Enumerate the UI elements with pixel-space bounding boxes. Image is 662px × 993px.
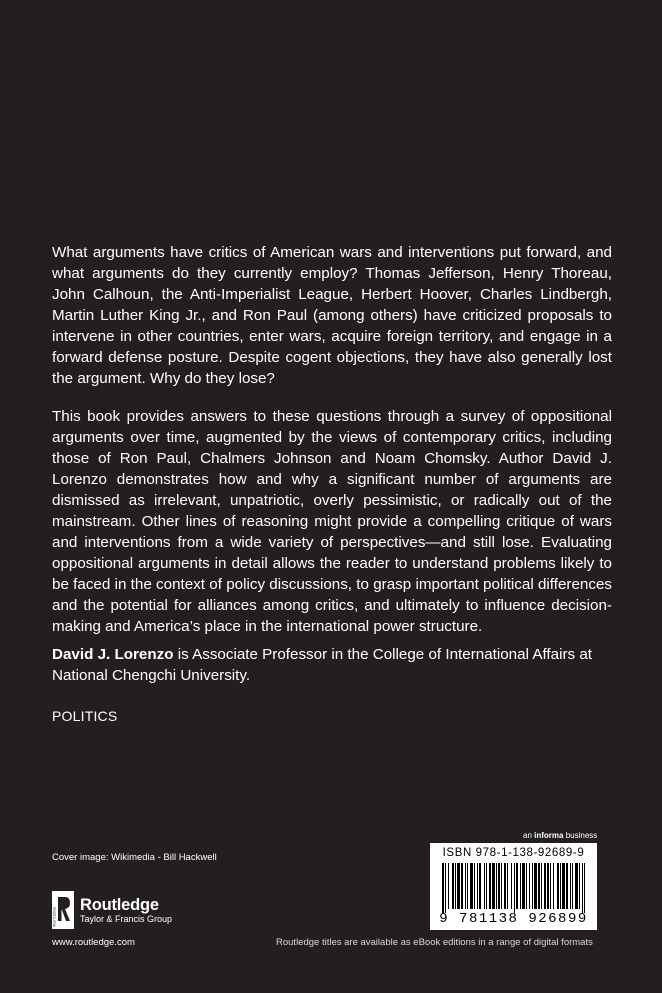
barcode-bar: [492, 863, 495, 909]
barcode-bar: [486, 863, 487, 909]
barcode-bar: [575, 863, 578, 909]
barcode-bar: [547, 863, 549, 909]
barcode-bar: [538, 863, 540, 909]
barcode-bars: [442, 863, 585, 913]
barcode-bar: [455, 863, 456, 909]
barcode-bar: [550, 863, 551, 909]
barcode-bar: [474, 863, 475, 909]
barcode-bar: [582, 863, 583, 913]
publisher-logo: [52, 889, 172, 931]
barcode-bar: [501, 863, 502, 909]
barcode-bar: [465, 863, 466, 909]
barcode-bar: [477, 863, 478, 909]
barcode-bar: [584, 863, 585, 913]
book-description: [52, 242, 612, 654]
barcode-bar: [566, 863, 568, 909]
barcode-bar: [526, 863, 527, 909]
barcode-bar: [516, 863, 518, 909]
barcode-bar: [511, 863, 512, 909]
barcode-bar: [532, 863, 533, 909]
barcode-bar: [445, 863, 446, 913]
isbn-digits: 9 781138 926899: [439, 911, 588, 927]
barcode-bar: [479, 863, 481, 909]
barcode-bar: [534, 863, 537, 909]
barcode-bar: [553, 863, 554, 909]
barcode-bar: [504, 863, 506, 909]
description-paragraph-1: What arguments have critics of American wars and interventions put forward, and what arguments do they currently employ? Thomas Jefferson, Henry Thoreau, John Calhoun, the Anti-Imperialist League, Herbert Hoover, Charles Lindbergh, Martin Luther King Jr., and Ron Paul (among others) have criticized proposals to intervene in other countries, enter wars, acquire foreign territory, and engage in a forward defense posture. Despite cogent objections, they have also generally lost the argument. Why do they lose?: [52, 244, 612, 387]
informa-brand: informa: [534, 831, 564, 840]
barcode-bar: [529, 863, 530, 909]
barcode-bar: [570, 863, 571, 909]
barcode-bar: [514, 863, 515, 913]
publisher-website[interactable]: www.routledge.com: [52, 937, 135, 948]
barcode-bar: [572, 863, 573, 909]
description-paragraph-2: This book provides answers to these questions through a survey of oppositional arguments over time, augmented by the views of contemporary critics, including those of Ron Paul, Chalmers Johnson and Noam Chomsky. Author David J. Lorenzo demonstrates how and why a significant number of arguments are dismissed as irrelevant, unpatriotic, overly pessimistic, or radically out of the mainstream. Other lines of reasoning might provide a compelling critique of wars and interventions from a wide variety of perspectives—and still lose. Evaluating oppositional arguments in detail allows the reader to understand problems likely to be faced in the context of policy discussions, to grasp important political differences and the potential for alliances among critics, and ultimately to influence decision-making and America’s place in the international power structure.: [52, 408, 612, 635]
barcode-bar: [442, 863, 444, 913]
barcode-bar: [452, 863, 454, 909]
informa-business-tag: [523, 831, 597, 840]
barcode-bar: [541, 863, 542, 909]
informa-suffix: business: [563, 831, 598, 840]
barcode-bar: [579, 863, 580, 909]
barcode-bar: [457, 863, 460, 909]
barcode-bar: [489, 863, 491, 909]
author-bio-text: is Associate Professor in the College of International Affairs at National Chengchi University.: [52, 646, 592, 684]
publisher-name: Routledge: [80, 895, 159, 914]
isbn-barcode: [430, 843, 597, 930]
cover-image-credit: Cover image: Wikimedia - Bill Hackwell: [52, 852, 217, 863]
barcode-bar: [484, 863, 485, 909]
barcode-bar: [496, 863, 497, 909]
subject-category: POLITICS: [52, 708, 118, 724]
author-bio: [52, 644, 622, 686]
publisher-group: Taylor & Francis Group: [80, 913, 173, 924]
ebook-availability-note: Routledge titles are available as eBook editions in a range of digital formats: [276, 937, 593, 948]
barcode-bar: [522, 863, 525, 909]
barcode-bar: [562, 863, 565, 909]
barcode-bar: [557, 863, 559, 909]
barcode-bar: [467, 863, 468, 909]
barcode-bar: [448, 863, 449, 909]
isbn-label: ISBN 978-1-138-92689-9: [442, 847, 585, 859]
barcode-bar: [520, 863, 521, 909]
spine-label: ROUTLEDGE: [52, 907, 57, 927]
routledge-logo-icon: [52, 891, 74, 929]
barcode-bar: [544, 863, 546, 909]
informa-prefix: an: [523, 831, 535, 840]
author-name: David J. Lorenzo: [52, 646, 174, 663]
barcode-bar: [507, 863, 508, 909]
barcode-bar: [560, 863, 561, 909]
barcode-bar: [498, 863, 500, 909]
barcode-bar: [461, 863, 463, 909]
barcode-bar: [470, 863, 473, 909]
